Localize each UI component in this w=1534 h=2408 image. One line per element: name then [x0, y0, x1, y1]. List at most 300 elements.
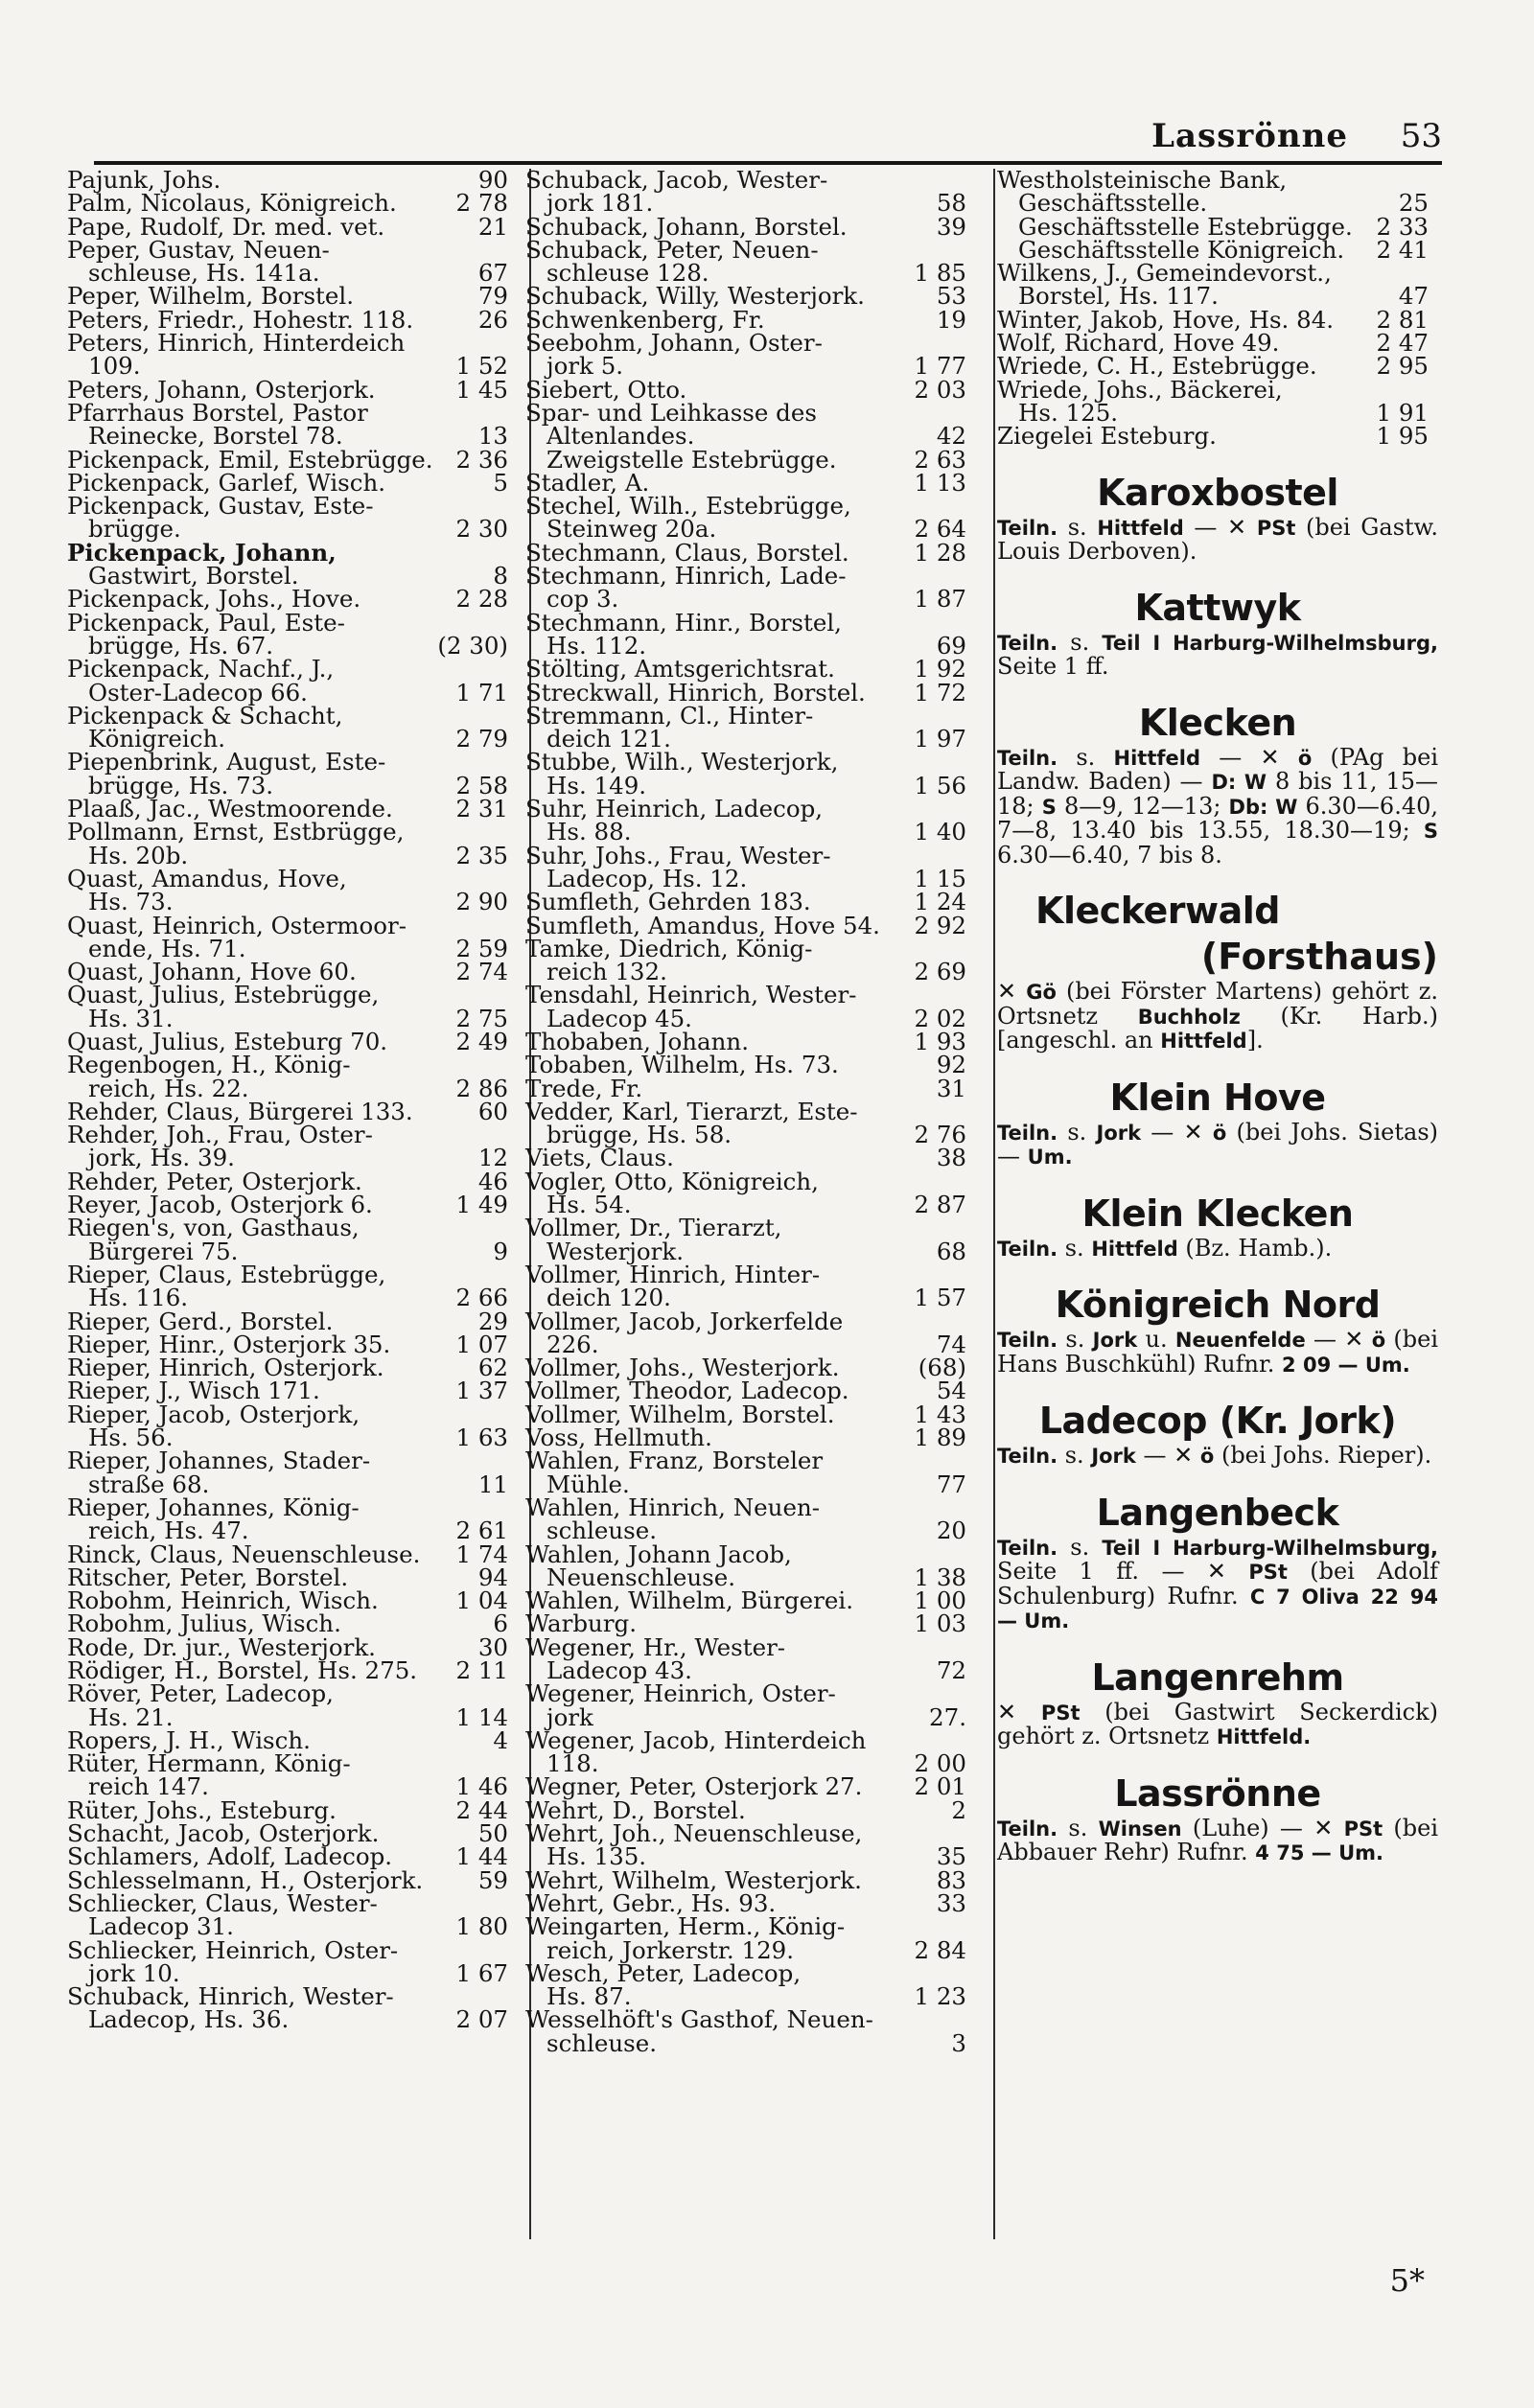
entry-continuation: Hs. 116.	[88, 1284, 189, 1312]
entry-phone-number: 69	[936, 631, 966, 660]
directory-entry	[525, 1449, 976, 1496]
entry-continuation: Königreich.	[88, 725, 226, 753]
running-title: Lassrönne	[1151, 117, 1348, 155]
entry-phone-number: 5	[493, 468, 508, 497]
directory-entry	[67, 1123, 518, 1170]
directory-entry	[525, 166, 976, 218]
entry-phone-number: 50	[477, 1819, 508, 1848]
entry-continuation: jork, Hs. 39.	[88, 1144, 235, 1172]
entry-phone-number: 1 91	[1376, 398, 1429, 427]
directory-entry	[67, 1749, 518, 1801]
entry-name: Wehrt, Wilhelm, Westerjork.	[525, 1865, 862, 1894]
entry-phone-number: 2 66	[455, 1284, 508, 1312]
entry-phone-number: 2 49	[455, 1027, 508, 1055]
directory-entry	[525, 1307, 976, 1358]
entry-name: Rehder, Peter, Osterjork.	[67, 1167, 362, 1195]
page-header	[92, 117, 1442, 165]
directory-entry	[67, 608, 518, 660]
entry-name: Geschäftsstelle Estebrügge.	[1018, 212, 1353, 241]
directory-entry	[525, 1216, 976, 1263]
entry-continuation: Ladecop 31.	[88, 1912, 234, 1941]
entry-phone-number: 2 31	[455, 795, 508, 823]
entry-phone-number: 77	[936, 1470, 966, 1498]
entry-phone-number: 2 76	[914, 1121, 966, 1149]
entry-continuation: schleuse, Hs. 141a.	[88, 259, 320, 288]
directory-entry	[525, 981, 976, 1032]
header-rule	[94, 161, 1442, 165]
entry-phone-number: 74	[936, 1330, 966, 1358]
directory-entry	[997, 375, 1438, 427]
entry-phone-number: 2	[951, 1795, 966, 1824]
entry-name: Wriede, C. H., Estebrügge.	[997, 352, 1317, 381]
directory-entry	[525, 655, 976, 683]
directory-entry	[67, 398, 518, 451]
entry-name: Wehrt, Joh., Neuenschleuse,	[525, 1819, 863, 1848]
entry-continuation: Hs. 54.	[546, 1191, 632, 1219]
entry-continuation: Hs. 87.	[546, 1982, 632, 2011]
entry-phone-number: 1 24	[914, 888, 966, 916]
entry-phone-number: 1 46	[455, 1772, 508, 1801]
entry-name: Wolf, Richard, Hove 49.	[997, 329, 1280, 358]
entry-name: Vollmer, Jacob, Jorkerfelde	[525, 1307, 844, 1335]
entry-name: Siebert, Otto.	[525, 375, 687, 404]
entry-phone-number: 72	[936, 1656, 966, 1684]
entry-name: Rödiger, H., Borstel, Hs. 275.	[67, 1656, 418, 1684]
entry-phone-number: 1 77	[914, 352, 966, 381]
entry-name: Wegner, Peter, Osterjork 27.	[525, 1772, 863, 1801]
directory-entry	[997, 166, 1438, 218]
place-details: Teiln. s. Teil I Harburg-Wilhelmsburg, Seite 1 ff.	[997, 628, 1438, 681]
entry-name: Pickenpack, Garlef, Wisch.	[67, 468, 386, 497]
entry-phone-number: 1 07	[455, 1330, 508, 1358]
entry-continuation: Oster-Ladecop 66.	[88, 678, 308, 706]
entry-name: Pollmann, Ernst, Estbrügge,	[67, 818, 405, 846]
entry-phone-number: 42	[936, 422, 966, 451]
directory-entry	[525, 1958, 976, 2011]
entry-continuation: deich 121.	[546, 725, 671, 753]
directory-entry	[67, 981, 518, 1032]
entry-name: Stechmann, Claus, Borstel.	[525, 538, 849, 567]
entry-continuation: Ladecop, Hs. 36.	[88, 2005, 290, 2034]
entry-continuation: Hs. 73.	[88, 888, 174, 916]
entry-phone-number: 2 69	[914, 958, 966, 986]
entry-name: Vollmer, Dr., Tierarzt,	[525, 1214, 782, 1242]
entry-name: Wegener, Hr., Wester-	[525, 1632, 786, 1661]
entry-phone-number: 2 87	[914, 1191, 966, 1219]
directory-entry	[67, 1260, 518, 1312]
entry-phone-number: 2 28	[455, 585, 508, 614]
directory-entry	[525, 329, 976, 381]
directory-entry	[525, 1493, 976, 1545]
directory-entry	[67, 1888, 518, 1941]
entry-name: Ziegelei Esteburg.	[997, 422, 1217, 451]
entry-name: Zweigstelle Estebrügge.	[546, 445, 837, 474]
entry-name: Rode, Dr. jur., Westerjork.	[67, 1632, 376, 1661]
entry-phone-number: 30	[477, 1632, 508, 1661]
entry-continuation: Hs. 88.	[546, 818, 632, 846]
entry-phone-number: 46	[477, 1167, 508, 1195]
entry-continuation: jork 10.	[88, 1958, 180, 1987]
entry-phone-number: 1 93	[914, 1027, 966, 1055]
entry-name: Schliecker, Claus, Wester-	[67, 1888, 378, 1917]
entry-name: Pickenpack, Johs., Hove.	[67, 585, 361, 614]
entry-name: Tensdahl, Heinrich, Wester-	[525, 981, 857, 1009]
entry-phone-number: 83	[936, 1865, 966, 1894]
entry-name: Warburg.	[525, 1609, 638, 1638]
entry-phone-number: (68)	[918, 1354, 966, 1382]
entry-name: Rieper, Claus, Estebrügge,	[67, 1260, 386, 1288]
entry-name: Rieper, Hinr., Osterjork 35.	[67, 1330, 391, 1358]
directory-entry	[525, 1912, 976, 1964]
entry-phone-number: 1 52	[455, 352, 508, 381]
entry-name: Vedder, Karl, Tierarzt, Este-	[525, 1097, 858, 1125]
entry-name: Schliecker, Heinrich, Oster-	[67, 1935, 399, 1964]
directory-entry	[525, 1632, 976, 1684]
directory-entry	[525, 1167, 976, 1219]
entry-name: Pickenpack, Nachf., J.,	[67, 655, 335, 683]
entry-phone-number: 2 01	[914, 1772, 966, 1801]
entry-name: Palm, Nicolaus, Königreich.	[67, 189, 397, 218]
entry-phone-number: 2 63	[914, 445, 966, 474]
entry-name: Pickenpack, Emil, Estebrügge.	[67, 445, 433, 474]
entry-name: Viets, Claus.	[525, 1144, 674, 1172]
entry-phone-number: 53	[936, 282, 966, 311]
entry-continuation: reich 132.	[546, 958, 667, 986]
entry-name: Peters, Hinrich, Hinterdeich	[67, 329, 406, 358]
directory-entry	[525, 562, 976, 614]
entry-name: Rieper, J., Wisch 171.	[67, 1377, 320, 1405]
entry-continuation: Mühle.	[546, 1470, 630, 1498]
entry-phone-number: 13	[477, 422, 508, 451]
entry-phone-number: 1 03	[914, 1609, 966, 1638]
entry-name: Rieper, Jacob, Osterjork,	[67, 1400, 360, 1428]
directory-entry	[67, 1400, 518, 1452]
entry-name: Pape, Rudolf, Dr. med. vet.	[67, 212, 385, 241]
directory-entry	[67, 1216, 518, 1263]
entry-phone-number: 2 86	[455, 1074, 508, 1102]
entry-continuation: Reinecke, Borstel 78.	[88, 422, 343, 451]
entry-continuation: Westerjork.	[546, 1237, 685, 1265]
entry-continuation: Borstel, Hs. 117.	[1018, 282, 1219, 311]
entry-phone-number: 1 37	[455, 1377, 508, 1405]
entry-phone-number: 27.	[929, 1702, 966, 1731]
entry-name: Stechel, Wilh., Estebrügge,	[525, 492, 851, 521]
entry-continuation: Hs. 31.	[88, 1004, 174, 1032]
directory-entry	[525, 934, 976, 986]
entry-name: Stremmann, Cl., Hinter-	[525, 701, 814, 729]
entry-phone-number: 1 80	[455, 1912, 508, 1941]
entry-continuation: reich, Hs. 22.	[88, 1074, 249, 1102]
directory-entry	[525, 1097, 976, 1149]
directory-entry	[67, 235, 518, 288]
entry-phone-number: 20	[936, 1517, 966, 1545]
entry-phone-number: 1 57	[914, 1284, 966, 1312]
entry-continuation: Hs. 21.	[88, 1702, 174, 1731]
entry-phone-number: 2 81	[1376, 305, 1429, 334]
directory-entry	[67, 329, 518, 381]
entry-name: Tobaben, Wilhelm, Hs. 73.	[525, 1051, 839, 1079]
entry-phone-number: 1 72	[914, 678, 966, 706]
entry-name: Reyer, Jacob, Osterjork 6.	[67, 1191, 373, 1219]
entry-continuation: schleuse 128.	[546, 259, 709, 288]
entry-name: Schuback, Hinrich, Wester-	[67, 1982, 394, 2011]
place-heading: Ladecop (Kr. Jork)	[1038, 1400, 1397, 1443]
entry-name: Suhr, Johs., Frau, Wester-	[525, 841, 831, 869]
entry-name: Robohm, Julius, Wisch.	[67, 1609, 341, 1638]
place-heading: Langenbeck	[1096, 1491, 1339, 1534]
directory-entry	[525, 2005, 976, 2057]
entry-continuation: deich 120.	[546, 1284, 671, 1312]
entry-name: Wahlen, Wilhelm, Bürgerei.	[525, 1586, 853, 1615]
entry-name: Peters, Friedr., Hohestr. 118.	[67, 305, 414, 334]
entry-name: Wegener, Heinrich, Oster-	[525, 1679, 836, 1708]
entry-phone-number: 2 74	[455, 958, 508, 986]
entry-phone-number: 2 64	[914, 515, 966, 544]
entry-name: Wilkens, J., Gemeindevorst.,	[997, 259, 1332, 288]
entry-name: Riegen's, von, Gasthaus,	[67, 1214, 360, 1242]
entry-phone-number: 29	[477, 1307, 508, 1335]
entry-name: Rehder, Joh., Frau, Oster-	[67, 1121, 373, 1149]
entry-phone-number: 2 36	[455, 445, 508, 474]
entry-phone-number: 1 85	[914, 259, 966, 288]
directory-entry	[67, 585, 518, 614]
entry-phone-number: 1 40	[914, 818, 966, 846]
entry-phone-number: 2 58	[455, 771, 508, 799]
directory-entry	[997, 422, 1438, 451]
entry-name: Pajunk, Johs.	[67, 166, 221, 194]
entry-name: Pickenpack, Gustav, Este-	[67, 492, 374, 521]
entry-name: Spar- und Leihkasse des	[525, 398, 817, 427]
entry-phone-number: 1 44	[455, 1842, 508, 1871]
entry-name: Peper, Wilhelm, Borstel.	[67, 282, 355, 311]
directory-entry	[67, 1493, 518, 1545]
directory-entry	[67, 1679, 518, 1731]
entry-name: Peters, Johann, Osterjork.	[67, 375, 376, 404]
entry-phone-number: 54	[936, 1377, 966, 1405]
entry-phone-number: 1 87	[914, 585, 966, 614]
entry-continuation: 109.	[88, 352, 141, 381]
entry-name: Wahlen, Franz, Borsteler	[525, 1447, 824, 1475]
entry-continuation: brügge, Hs. 58.	[546, 1121, 732, 1149]
place-heading: Kleckerwald	[1035, 890, 1281, 933]
entry-phone-number: 2 61	[455, 1517, 508, 1545]
directory-entry	[67, 655, 518, 706]
directory-entry	[67, 864, 518, 916]
directory-entry	[525, 841, 976, 892]
directory-entry	[67, 701, 518, 753]
entry-name: Stadler, A.	[525, 468, 650, 497]
entry-name: Ritscher, Peter, Borstel.	[67, 1563, 349, 1591]
entry-phone-number: 1 13	[914, 468, 966, 497]
entry-phone-number: 94	[477, 1563, 508, 1591]
entry-continuation: jork 181.	[546, 189, 654, 218]
directory-entry	[525, 1260, 976, 1312]
directory-entry	[67, 911, 518, 962]
directory-entry	[67, 748, 518, 799]
entry-name: Vollmer, Hinrich, Hinter-	[525, 1260, 821, 1288]
entry-continuation: Ladecop 45.	[546, 1004, 692, 1032]
place-heading: Klein Klecken	[1081, 1192, 1354, 1235]
entry-name: Weingarten, Herm., König-	[525, 1912, 846, 1941]
directory-entry	[525, 1819, 976, 1871]
entry-continuation: Steinweg 20a.	[546, 515, 717, 544]
entry-phone-number: 2 95	[1376, 352, 1429, 381]
column-1	[67, 166, 518, 2034]
entry-name: Tamke, Diedrich, König-	[525, 934, 813, 962]
entry-continuation: Hs. 112.	[546, 631, 647, 660]
entry-phone-number: 2 84	[914, 1935, 966, 1964]
directory-entry	[67, 1982, 518, 2034]
entry-name: Wegener, Jacob, Hinterdeich	[525, 1725, 867, 1754]
entry-phone-number: 1 00	[914, 1586, 966, 1615]
column-2	[525, 166, 976, 2057]
entry-phone-number: 2 35	[455, 841, 508, 869]
entry-phone-number: 1 71	[455, 678, 508, 706]
place-details: Teiln. s. Hittfeld — ✕ PSt (bei Gastw. Louis Derboven).	[997, 513, 1439, 566]
entry-name: Quast, Heinrich, Ostermoor-	[67, 911, 407, 939]
directory-entry	[67, 538, 518, 590]
entry-phone-number: 2 33	[1376, 212, 1429, 241]
entry-phone-number: 47	[1398, 282, 1429, 311]
entry-phone-number: 3	[951, 2028, 966, 2057]
entry-phone-number: 31	[936, 1074, 966, 1102]
entry-phone-number: 1 49	[455, 1191, 508, 1219]
entry-continuation: brügge, Hs. 73.	[88, 771, 274, 799]
entry-name: Rüter, Johs., Esteburg.	[67, 1795, 337, 1824]
entry-phone-number: 1 95	[1376, 422, 1429, 451]
entry-name: Schwenkenberg, Fr.	[525, 305, 765, 334]
entry-phone-number: 68	[936, 1237, 966, 1265]
place-subheading: (Forsthaus)	[1200, 936, 1438, 979]
entry-phone-number: 1 15	[914, 864, 966, 892]
entry-name: Geschäftsstelle Königreich.	[1018, 235, 1345, 264]
entry-name: Rinck, Claus, Neuenschleuse.	[67, 1540, 421, 1568]
entry-phone-number: 1 74	[455, 1540, 508, 1568]
entry-name: Westholsteinische Bank,	[997, 166, 1288, 194]
entry-name: Wesch, Peter, Ladecop,	[525, 1958, 802, 1987]
directory-entry	[525, 1051, 976, 1079]
entry-name: Quast, Julius, Esteburg 70.	[67, 1027, 388, 1055]
entry-name: Schuback, Johann, Borstel.	[525, 212, 848, 241]
entry-continuation: reich 147.	[88, 1772, 209, 1801]
entry-phone-number: 2 03	[914, 375, 966, 404]
entry-name: Wehrt, Gebr., Hs. 93.	[525, 1888, 777, 1917]
entry-phone-number: 9	[493, 1237, 508, 1265]
entry-phone-number: 79	[477, 282, 508, 311]
entry-phone-number: 67	[477, 259, 508, 288]
entry-phone-number: 38	[936, 1144, 966, 1172]
entry-name: Rieper, Johannes, Stader-	[67, 1447, 371, 1475]
directory-entry	[525, 398, 976, 451]
entry-continuation: Hs. 125.	[1018, 398, 1119, 427]
signature-mark: 5*	[1389, 2262, 1425, 2299]
entry-name: Stechmann, Hinr., Borstel,	[525, 608, 842, 637]
entry-name: Seebohm, Johann, Oster-	[525, 329, 823, 358]
place-heading: Königreich Nord	[1055, 1284, 1381, 1327]
entry-phone-number: 1 97	[914, 725, 966, 753]
entry-name: Suhr, Heinrich, Ladecop,	[525, 795, 824, 823]
entry-phone-number: 1 28	[914, 538, 966, 567]
entry-continuation: Hs. 135.	[546, 1842, 647, 1871]
entry-phone-number: 62	[477, 1354, 508, 1382]
entry-name: Rüter, Hermann, König-	[67, 1749, 351, 1778]
entry-name: Schuback, Peter, Neuen-	[525, 235, 819, 264]
entry-continuation: Ladecop 43.	[546, 1656, 692, 1684]
directory-entry	[525, 235, 976, 288]
entry-name: Winter, Jakob, Hove, Hs. 84.	[997, 305, 1335, 334]
entry-name: Thobaben, Johann.	[525, 1027, 750, 1055]
entry-name: Sumfleth, Gehrden 183.	[525, 888, 811, 916]
entry-phone-number: 1 04	[455, 1586, 508, 1615]
place-details: Teiln. s. Winsen (Luhe) — ✕ PSt (bei Abbauer Rehr) Rufnr. 4 75 — Um.	[997, 1814, 1439, 1866]
entry-name: Wahlen, Hinrich, Neuen-	[525, 1493, 821, 1521]
place-heading: Klein Hove	[1109, 1076, 1326, 1119]
entry-phone-number: 1 67	[455, 1958, 508, 1987]
directory-entry	[525, 1679, 976, 1731]
entry-phone-number: 19	[936, 305, 966, 334]
place-details: ✕ PSt (bei Gastwirt Seckerdick) gehört z. Ortsnetz Hittfeld.	[997, 1698, 1438, 1750]
directory-entry	[67, 1051, 518, 1102]
entry-name: Ropers, J. H., Wisch.	[67, 1725, 311, 1754]
directory-entry	[525, 701, 976, 753]
entry-name: Vollmer, Theodor, Ladecop.	[525, 1377, 849, 1405]
entry-phone-number: 1 23	[914, 1982, 966, 2011]
entry-name: Röver, Peter, Ladecop,	[67, 1679, 334, 1708]
entry-name: Wriede, Johs., Bäckerei,	[997, 375, 1283, 404]
entry-phone-number: 60	[477, 1097, 508, 1125]
directory-entry	[525, 608, 976, 660]
entry-name: Regenbogen, H., König-	[67, 1051, 351, 1079]
entry-continuation: Hs. 149.	[546, 771, 647, 799]
entry-continuation: schleuse.	[546, 1517, 658, 1545]
entry-phone-number: 2 44	[455, 1795, 508, 1824]
entry-phone-number: 1 92	[914, 655, 966, 683]
directory-entry	[525, 1540, 976, 1591]
entry-name: Pickenpack, Paul, Este-	[67, 608, 345, 637]
entry-name: Peper, Gustav, Neuen-	[67, 235, 330, 264]
entry-phone-number: 4	[493, 1725, 508, 1754]
entry-name: Schacht, Jacob, Osterjork.	[67, 1819, 380, 1848]
entry-name: Sumfleth, Amandus, Hove 54.	[525, 911, 880, 939]
page-number: 53	[1400, 117, 1442, 155]
directory-entry	[67, 818, 518, 869]
entry-phone-number: 2 11	[455, 1656, 508, 1684]
entry-phone-number: 39	[936, 212, 966, 241]
place-heading: Langenrehm	[1091, 1656, 1344, 1699]
entry-continuation: Hs. 20b.	[88, 841, 189, 869]
entry-name: Stechmann, Hinrich, Lade-	[525, 562, 847, 590]
entry-phone-number: 92	[936, 1051, 966, 1079]
directory-entry	[67, 189, 518, 218]
entry-continuation: Bürgerei 75.	[88, 1237, 239, 1265]
entry-name: Plaaß, Jac., Westmoorende.	[67, 795, 393, 823]
entry-name: Schuback, Willy, Westerjork.	[525, 282, 865, 311]
place-heading: Karoxbostel	[1097, 471, 1338, 514]
entry-phone-number: 1 89	[914, 1424, 966, 1452]
entry-name: Piepenbrink, August, Este-	[67, 748, 386, 776]
entry-name: Quast, Amandus, Hove,	[67, 864, 347, 892]
entry-continuation: Gastwirt, Borstel.	[88, 562, 299, 590]
entry-name: Stölting, Amtsgerichtsrat.	[525, 655, 835, 683]
directory-entry	[997, 259, 1438, 311]
entry-name: Schlamers, Adolf, Ladecop.	[67, 1842, 393, 1871]
entry-phone-number: 6	[493, 1609, 508, 1638]
entry-phone-number: 58	[936, 189, 966, 218]
entry-continuation: reich, Hs. 47.	[88, 1517, 249, 1545]
entry-continuation: brügge.	[88, 515, 181, 544]
entry-phone-number: 35	[936, 1842, 966, 1871]
column-divider	[993, 169, 995, 2239]
